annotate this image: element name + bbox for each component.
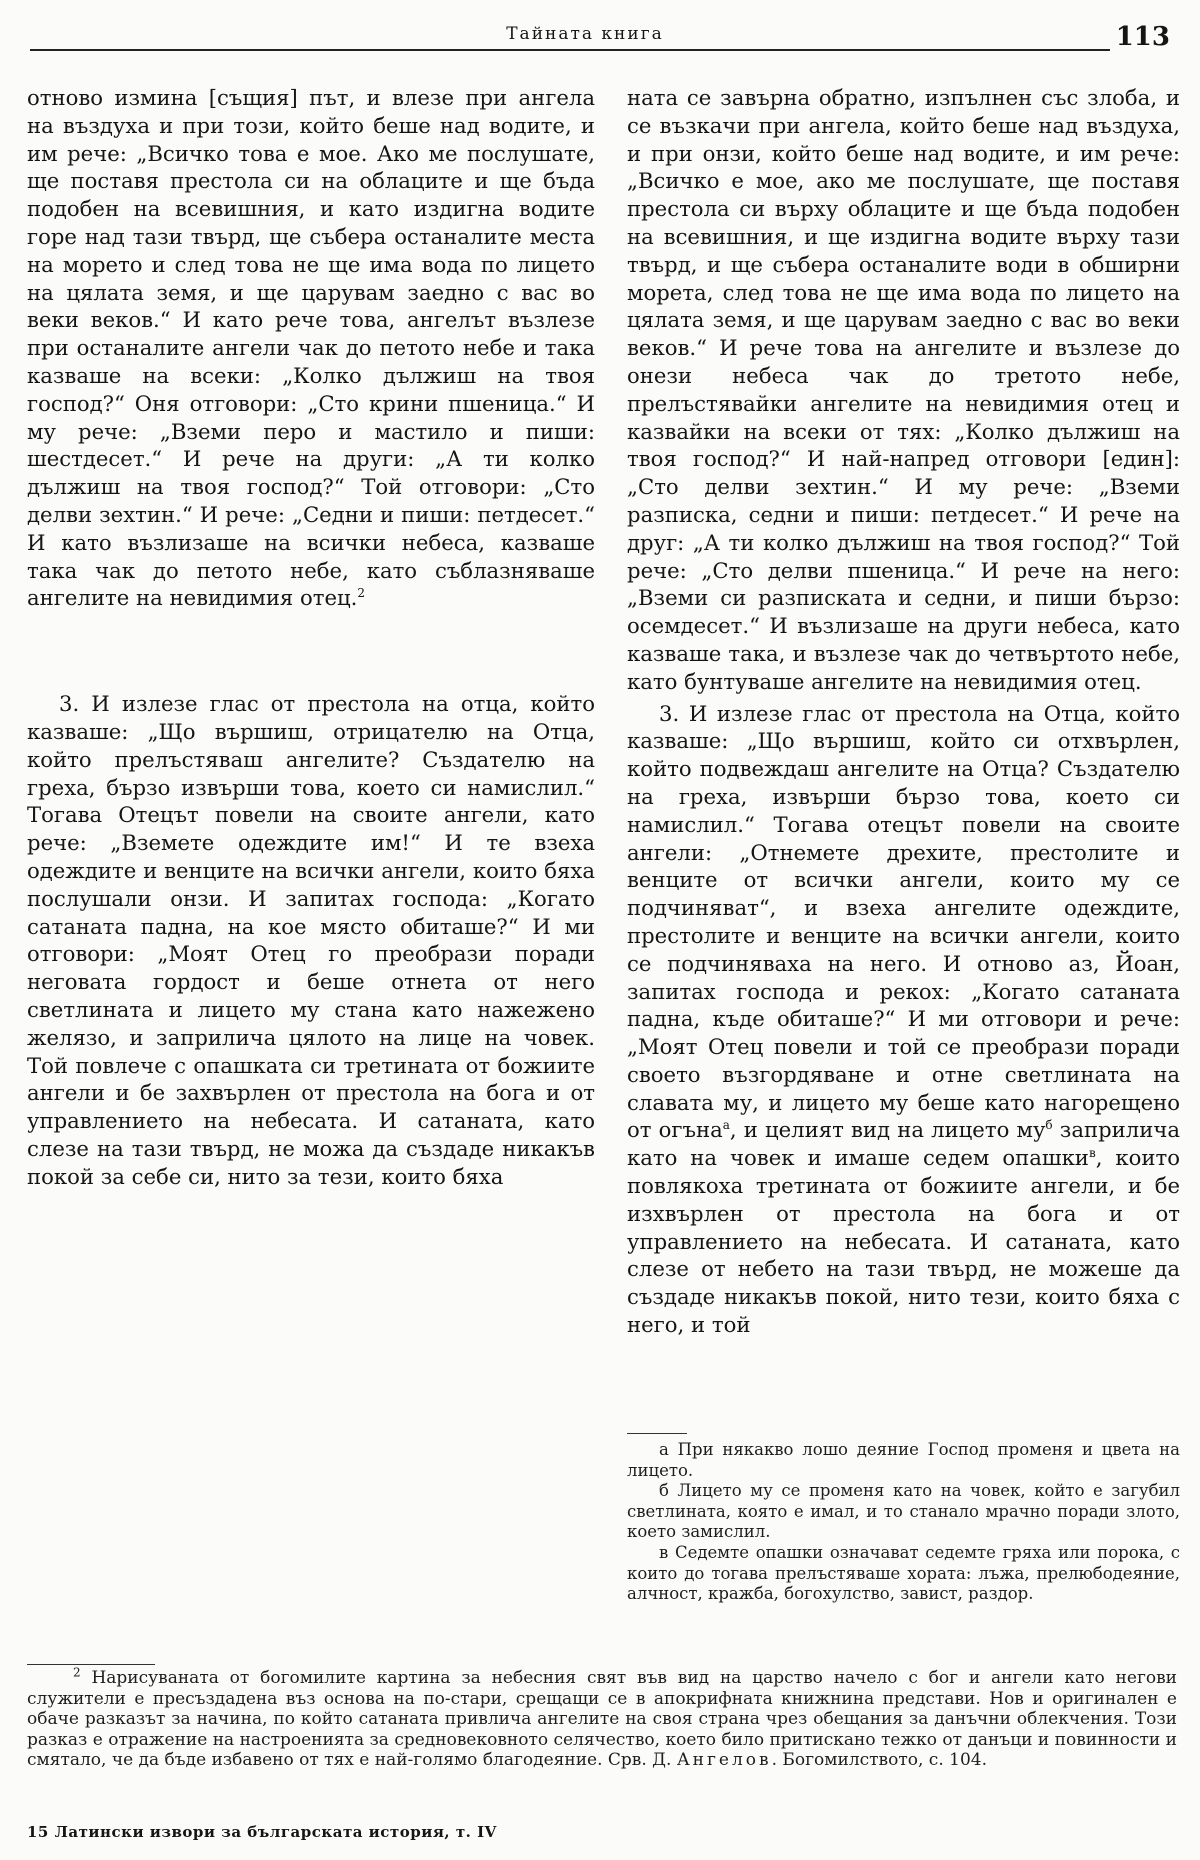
left-column xyxy=(27,84,595,1190)
left-paragraph-2: 3. И излезе глас от престола на отца, който казваше: „Що вършиш, отрицателю на Отца, който прелъстяваш ангелите? Създателю на греха, бързо извърши това, което си намислил.“ Тогава Отецът повели на своите ангели, като рече: „Вземете одеждите им!“ И те взеха одеждите и венците на всички ангели, които бяха послушали онзи. И запитах господа: „Когато сатаната падна, на кое място обиташе?“ И ми отговори: „Моят Отец го преобрази поради неговата гордост и беше отнета от него светлината и лицето му стана като нажежено желязо, и заприлича цялото на лице на човек. Той повлече с опашката си третината от божиите ангели и бе захвърлен от престола на бога и от управлението на небесата. И сатаната, като слезе на тази твърд, не можа да създаде никакъв покой за себе си, нито за тези, които бяха xyxy=(27,691,595,1189)
right-paragraph-1: ната се завърна обратно, изпълнен със злоба, и се възкачи при ангела, който беше над въздуха, и при онзи, който беше над водите, и им рече: „Всичко е мое, ако ме послушате, ще поставя престола си върху облаците и ще бъда подобен на всевишния, и ще издигна водите върху тази твърд, и ще събера останалите води в обширни морета, след това не ще има вода по лицето на цялата земя, и ще царувам заедно с вас во веки веков.“ И рече това на ангелите и възлезе до онези небеса чак до третото небе, прелъстявайки ангелите на невидимия отец и казвайки на всеки от тях: „Колко дължиш на твоя господ?“ И най-напред отговори [един]: „Сто делви зехтин.“ И му рече: „Вземи разписка, седни и пиши: петдесет.“ И рече на друг: „А ти колко дължиш на твоя господ?“ Той рече: „Сто делви пшеница.“ И рече на него: „Вземи си разписката и седни, и пиши бързо: осемдесет.“ И възлизаше на други небеса, като казваше така, и възлезе чак до четвъртото небе, като бунтуваше ангелите на невидимия отец. xyxy=(627,85,1180,694)
running-title: Тайната книга xyxy=(496,24,674,44)
footnote-ref-2: 2 xyxy=(357,586,366,601)
right-footnotes xyxy=(627,1440,1180,1605)
author-name: Ангелов xyxy=(676,1750,772,1770)
page-number: 113 xyxy=(1110,22,1170,52)
running-header xyxy=(30,22,1180,54)
bottom-footnote-rule xyxy=(27,1664,155,1665)
right-footnote-rule xyxy=(627,1433,687,1434)
footnote-marker-2: 2 xyxy=(73,1665,81,1680)
header-rule xyxy=(30,49,1160,51)
right-paragraph-2: 3. И излезе глас от престола на Отца, който казваше: „Що вършиш, който си отхвърлен, който подвеждаш ангелите на Отца? Създателю на греха, извърши бързо това, което си намислил.“ Тогава отецът повели на своите ангели: „Отнемете дрехите, престолите и венците от всички ангели, които му се подчиняват“, и взеха ангелите одеждите, престолите и венците на всички ангели, които се подчиняваха на него. И отново аз, Йоан, запитах господа и рекох: „Когато сатаната падна, къде обиташе?“ И ми отговори и рече: „Моят Отец повели и той се преобрази поради своето възгордяване и отне светлината на славата му, и лицето му беше като нагорещено от огъна$^а$, и целият вид на лицето $му^б$ заприлича като на човек и имаше седем опашки$^в$, които повлякоха третината от божиите ангели, и бе изхвърлен от престола на бога и от управлението на небесата. И сатаната, като слезе от небето на тази твърд, не можеше да създаде никакъв покой, нито тези, които бяха с него, и той xyxy=(627,700,1180,1338)
printer-signature: 15 Латински извори за българската история, т. IV xyxy=(27,1823,497,1841)
bottom-footnote: $^2$ Нарисуваната от богомилите картина за небесния свят във вид на царство начело с бог и ангели като негови служители е пресъздадена въз основа на по-стари, срещащи се в апокрифната книжнина представи. Нов и оригинален е обаче разказът за начина, по който сатаната привлича ангелите на своя страна чрез обещания за данъчни облекчения. Този разказ е отражение на настроенията за средновековното селячество, което било притискано тежко от данъци и повинности и смятало, че да бъде избавено от тях е най-голямо благодеяние. Срв. Д. Ангелов. Богомилството, с. 104. xyxy=(27,1665,1177,1770)
footnote-a: а При някакво лошо деяние Господ променя и цвета на лицето. xyxy=(627,1440,1180,1480)
footnote-c: в Седемте опашки означават седемте гряха или порока, с които до тогава прелъстяваше хората: лъжа, прелюбодеяние, алчност, кражба, богохулство, завист, раздор. xyxy=(627,1542,1180,1604)
note-ref-c: в xyxy=(1088,1146,1096,1161)
left-paragraph-1: отново измина [същия] път, и влезе при ангела на въздуха и при този, който беше над водите, и им рече: „Всичко това е мое. Ако ме послушате, ще поставя престола си на облаците и ще бъда подобен на всевишния, и като издигна водите горе над тази твърд, ще събера останалите места на морето и след това не ще има вода по лицето на цялата земя, и ще царувам заедно с вас во веки веков.“ И като рече това, ангелът възлезе при останалите ангели чак до петото небе и така казваше на всеки: „Колко дължиш на твоя господ?“ Оня отговори: „Сто крини пшеница.“ И му рече: „Вземи перо и мастило и пиши: шестдесет.“ И рече на други: „А ти колко дължиш на твоя господ?“ Той отговори: „Сто делви зехтин.“ И рече: „Седни и пиши: петдесет.“ И като възлизаше на всички небеса, казваше така чак до петото небе, като съблазняваше ангелите на невидимия отец.$^2$ xyxy=(27,85,595,611)
note-ref-a: а xyxy=(722,1118,730,1133)
footnote-b: б Лицето му се променя като на човек, който е загубил светлината, която е имал, и то станало мрачно поради злото, което замислил. xyxy=(627,1481,1180,1542)
right-column xyxy=(627,84,1180,1339)
note-ref-b: б xyxy=(1045,1118,1053,1133)
